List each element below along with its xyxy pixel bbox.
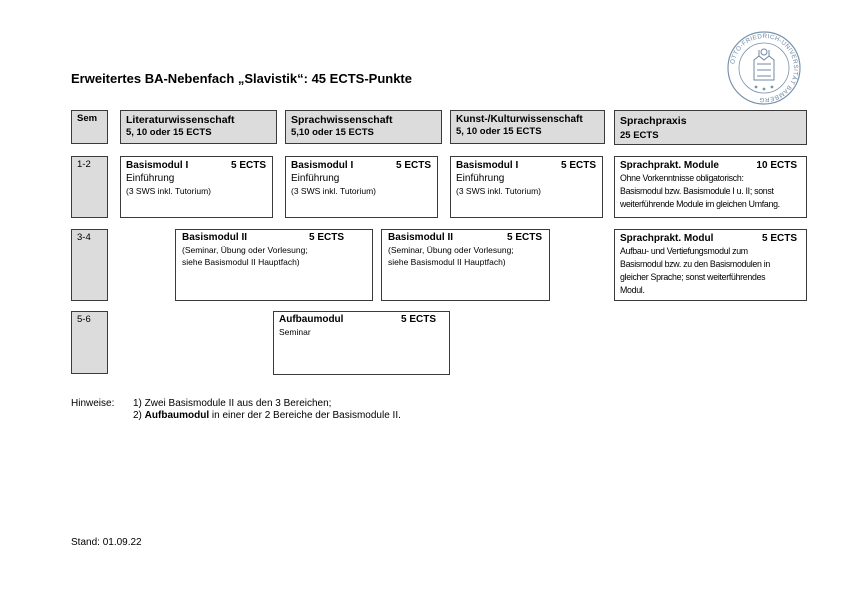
module-description-line: gleicher Sprache; sonst weiterführendes	[620, 272, 766, 282]
module-type: Einführung	[291, 173, 340, 184]
header-title: Literaturwissenschaft	[126, 114, 235, 126]
note-item-2-rest: in einer der 2 Bereiche der Basismodule II.	[209, 410, 401, 421]
header-literaturwissenschaft	[120, 110, 277, 144]
module-sprachprakt-modul	[614, 229, 807, 301]
note-item-1: 1) Zwei Basismodule II aus den 3 Bereichen;	[133, 398, 332, 409]
module-basismodul-1-kunst	[450, 156, 603, 218]
module-basismodul-2-right	[381, 229, 550, 301]
header-kunst-kulturwissenschaft	[450, 110, 605, 144]
module-aufbaumodul	[273, 311, 450, 375]
module-name: Basismodul II	[388, 232, 454, 243]
module-detail: (3 SWS inkl. Tutorium)	[126, 186, 212, 196]
seal-text: OTTO-FRIEDRICH-UNIVERSITÄT BAMBERG	[729, 32, 800, 104]
university-seal-icon	[726, 30, 802, 106]
module-ects: 5 ECTS	[308, 232, 344, 243]
note-item-2-bold: Aufbaumodul	[144, 410, 210, 421]
module-description-line: weiterführende Module im gleichen Umfang.	[620, 199, 780, 209]
module-name: Basismodul I	[126, 160, 189, 171]
note-item-2	[133, 410, 401, 422]
page-title: Erweitertes BA-Nebenfach „Slavistik“: 45 ECTS-Punkte	[71, 71, 412, 86]
note-item-2-prefix: 2)	[133, 410, 145, 421]
module-ects: 5 ECTS	[400, 314, 436, 325]
module-basismodul-2-left	[175, 229, 373, 301]
module-description-line: Basismodul bzw. Basismodule I u. II; sonst	[620, 186, 774, 196]
module-detail: siehe Basismodul II Hauptfach)	[388, 257, 506, 267]
module-description-line: Modul.	[620, 285, 645, 295]
module-ects: 5 ECTS	[230, 160, 266, 171]
module-detail: siehe Basismodul II Hauptfach)	[182, 257, 300, 267]
module-ects: 5 ECTS	[395, 160, 431, 171]
module-description-line: Ohne Vorkenntnisse obligatorisch:	[620, 173, 744, 183]
svg-text:OTTO-FRIEDRICH-UNIVERSITÄT BAM	[729, 33, 799, 103]
semester-label: 1-2	[77, 159, 91, 170]
header-title: Sprachpraxis	[620, 115, 687, 127]
header-ects: 25 ECTS	[620, 130, 659, 141]
module-basismodul-1-sprache	[285, 156, 438, 218]
semester-cell	[71, 229, 108, 301]
semester-cell	[71, 311, 108, 374]
module-detail: Seminar	[279, 327, 311, 337]
module-name: Aufbaumodul	[279, 314, 344, 325]
module-name: Sprachprakt. Modul	[620, 233, 714, 244]
module-sprachprakt-module	[614, 156, 807, 218]
module-type: Einführung	[456, 173, 505, 184]
module-name: Basismodul II	[182, 232, 248, 243]
module-detail: (3 SWS inkl. Tutorium)	[456, 186, 542, 196]
header-sprachwissenschaft	[285, 110, 442, 144]
header-sprachpraxis	[614, 110, 807, 145]
module-ects: 5 ECTS	[506, 232, 542, 243]
module-ects: 5 ECTS	[560, 160, 596, 171]
document-date: Stand: 01.09.22	[71, 537, 142, 548]
module-name: Basismodul I	[456, 160, 519, 171]
header-ects: 5,10 oder 15 ECTS	[291, 127, 374, 138]
module-name: Basismodul I	[291, 160, 354, 171]
module-detail: (Seminar, Übung oder Vorlesung;	[388, 245, 514, 255]
module-name: Sprachprakt. Module	[620, 160, 719, 171]
semester-label: 5-6	[77, 314, 91, 325]
semester-cell	[71, 156, 108, 218]
header-title: Sprachwissenschaft	[291, 114, 393, 126]
module-detail: (3 SWS inkl. Tutorium)	[291, 186, 377, 196]
semester-label: 3-4	[77, 232, 91, 243]
module-type: Einführung	[126, 173, 175, 184]
notes-section	[71, 398, 471, 424]
notes-label: Hinweise:	[71, 398, 115, 409]
module-description-line: Aufbau- und Vertiefungsmodul zum	[620, 246, 748, 256]
semester-header-cell	[71, 110, 108, 144]
module-detail: (Seminar, Übung oder Vorlesung;	[182, 245, 308, 255]
module-basismodul-1-literatur	[120, 156, 273, 218]
header-title: Kunst-/Kulturwissenschaft	[456, 114, 583, 125]
header-ects: 5, 10 oder 15 ECTS	[456, 126, 542, 137]
module-ects: 5 ECTS	[761, 233, 797, 244]
semester-header-label: Sem	[77, 113, 98, 124]
module-description-line: Basismodul bzw. zu den Basismodulen in	[620, 259, 770, 269]
header-ects: 5, 10 oder 15 ECTS	[126, 127, 212, 138]
module-ects: 10 ECTS	[756, 160, 797, 171]
